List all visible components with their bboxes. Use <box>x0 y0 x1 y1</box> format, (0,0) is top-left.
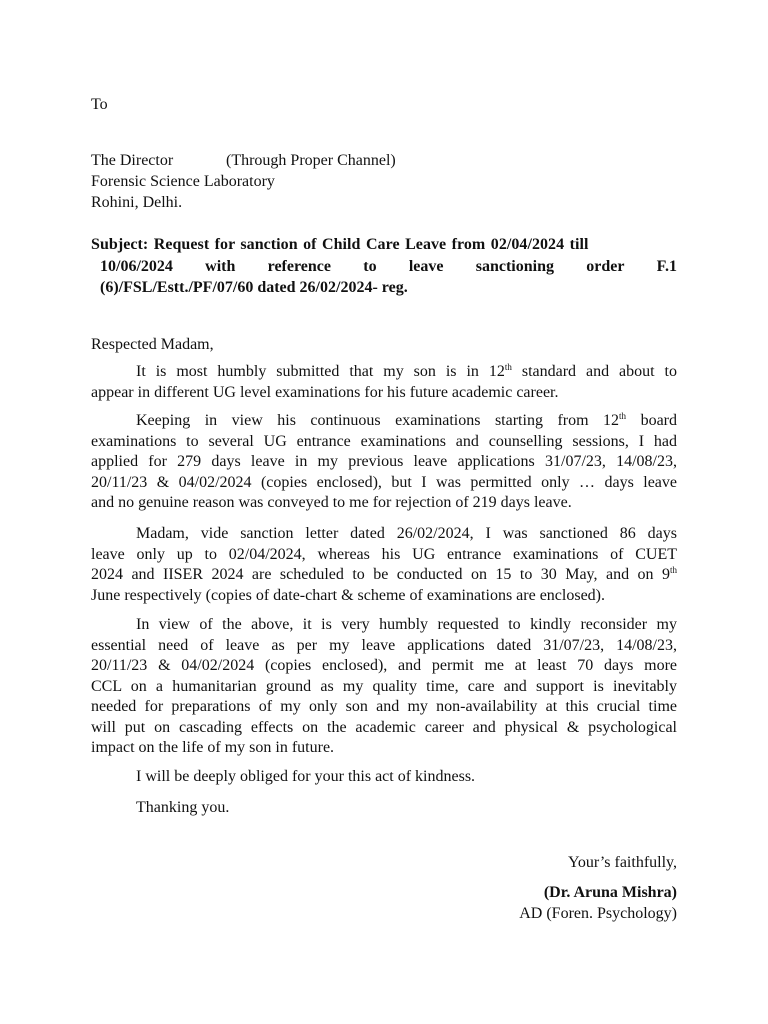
subject-word: with <box>205 257 236 275</box>
paragraph-line: In view of the above, it is very humbly requested to kindly reconsider my <box>136 616 677 633</box>
subject-word: sanctioning <box>475 257 554 275</box>
paragraph-line: essential need of leave as per my leave applications dated 31/07/23, 14/08/23, <box>91 636 677 654</box>
paragraph-line: Keeping in view his continuous examinations starting from 12th board <box>136 411 677 429</box>
paragraph-line: It is most humbly submitted that my son is in 12th standard and about to <box>136 362 677 380</box>
paragraph-line: June respectively (copies of date-chart & scheme of examinations are enclosed). <box>91 586 606 604</box>
paragraph-line: 2024 and IISER 2024 are scheduled to be conducted on 15 to 30 May, and on 9th <box>91 565 677 583</box>
paragraph-2 <box>91 411 677 514</box>
paragraph-line: and no genuine reason was conveyed to me for rejection of 219 days leave. <box>91 494 572 511</box>
paragraph-line: impact on the life of my son in future. <box>91 739 335 756</box>
paragraph-line: 20/11/23 & 04/02/2024 (copies enclosed), but I was permitted only … days leave <box>91 473 677 491</box>
subject-word: leave <box>408 257 444 275</box>
recipient-name: The Director <box>91 152 174 169</box>
recipient-channel: (Through Proper Channel) <box>226 152 396 169</box>
signatory-name: (Dr. Aruna Mishra) <box>543 884 677 901</box>
subject-line-3: (6)/FSL/Estt./PF/07/60 dated 26/02/2024- reg. <box>100 279 408 296</box>
subject-word: to <box>363 257 377 275</box>
paragraph-line: will put on cascading effects on the academic career and physical & psychological <box>91 718 677 736</box>
paragraph-line: examinations to several UG entrance examinations and counselling sessions, I had <box>91 432 677 450</box>
recipient-name-line <box>91 150 396 171</box>
paragraph-line: appear in different UG level examinations for his future academic career. <box>91 383 559 401</box>
paragraph-line: applied for 279 days leave in my previous leave applications 31/07/23, 14/08/23, <box>91 453 677 470</box>
valediction: Your’s faithfully, <box>567 854 677 871</box>
paragraph-6: Thanking you. <box>136 799 230 816</box>
paragraph-line: leave only up to 02/04/2024, whereas his UG entrance examinations of CUET <box>91 545 677 563</box>
subject-word: F.1 <box>656 257 677 275</box>
paragraph-line: 20/11/23 & 04/02/2024 (copies enclosed), and permit me at least 70 days more <box>91 657 677 674</box>
recipient-org: Forensic Science Laboratory <box>91 173 275 190</box>
subject-word: reference <box>267 257 331 275</box>
subject-word: 10/06/2024 <box>100 257 173 275</box>
subject-line-1: Subject: Request for sanction of Child Care Leave from 02/04/2024 till <box>91 236 589 253</box>
paragraph-1 <box>91 362 677 403</box>
subject-line-2 <box>91 256 677 278</box>
paragraph-line: Madam, vide sanction letter dated 26/02/2024, I was sanctioned 86 days <box>136 525 677 542</box>
to-label: To <box>91 96 108 113</box>
paragraph-line: needed for preparations of my only son and my non-availability at this crucial time <box>91 698 677 715</box>
salutation: Respected Madam, <box>91 336 214 353</box>
recipient-city: Rohini, Delhi. <box>91 194 183 211</box>
paragraph-line: CCL on a humanitarian ground as my quality time, care and support is inevitably <box>91 677 677 695</box>
paragraph-3 <box>91 524 677 606</box>
subject-block <box>91 234 677 299</box>
signatory-designation: AD (Foren. Psychology) <box>519 905 677 922</box>
subject-word: order <box>586 257 625 275</box>
paragraph-4 <box>91 615 677 759</box>
paragraph-5: I will be deeply obliged for your this act of kindness. <box>136 768 476 785</box>
